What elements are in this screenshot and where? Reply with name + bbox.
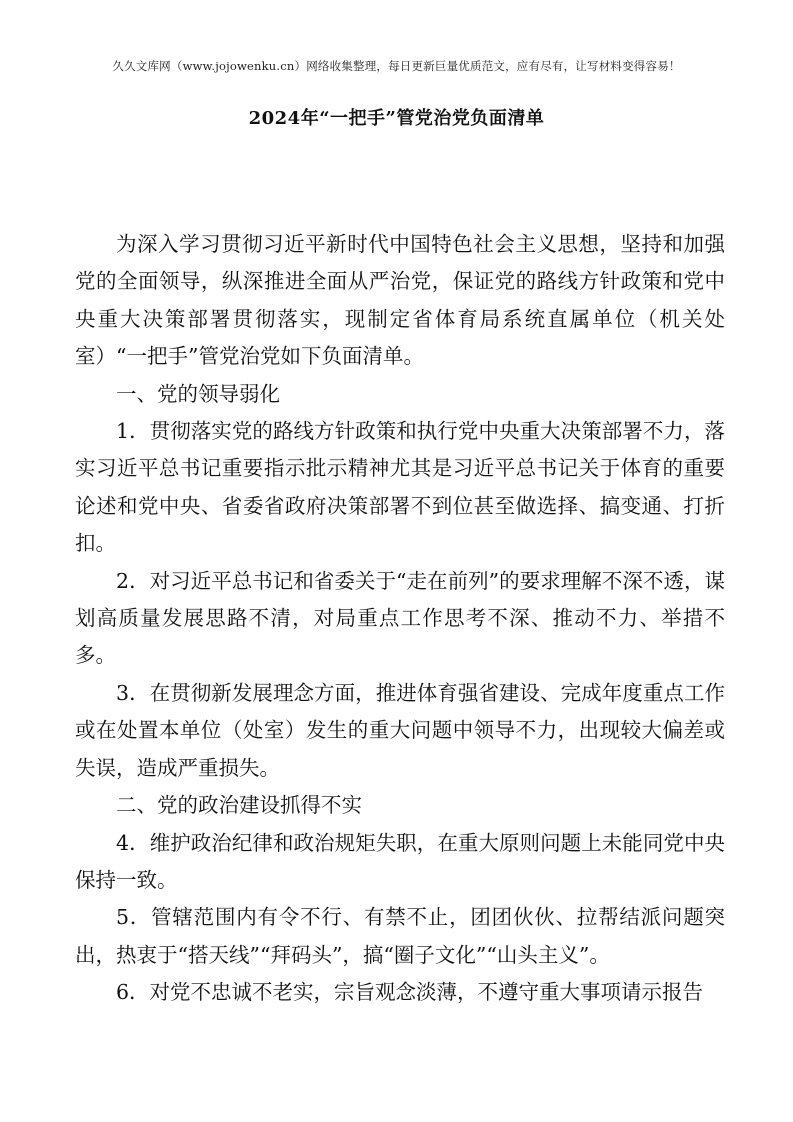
list-item: 4．维护政治纪律和政治规矩失职，在重大原则问题上未能同党中央保持一致。 — [75, 830, 725, 892]
list-item: 1．贯彻落实党的路线方针政策和执行党中央重大决策部署不力，落实习近平总书记重要指示批示精神尤其是习近平总书记关于体育的重要论述和党中央、省委省政府决策部署不到位甚至做选择、搞变通、打折扣。 — [75, 419, 725, 556]
section-heading: 一、党的领导弱化 — [116, 381, 280, 406]
intro-paragraph: 为深入学习贯彻习近平新时代中国特色社会主义思想，坚持和加强党的全面领导，纵深推进全面从严治党，保证党的路线方针政策和党中央重大决策部署贯彻落实，现制定省体育局系统直属单位（机关处室）“一把手”管党治党如下负面清单。 — [75, 232, 725, 369]
list-item: 2．对习近平总书记和省委关于“走在前列”的要求理解不深不透，谋划高质量发展思路不清，对局重点工作思考不深、推动不力、举措不多。 — [75, 568, 725, 668]
section-heading: 二、党的政治建设抓得不实 — [116, 793, 362, 818]
document-body — [75, 226, 725, 1012]
list-item: 3．在贯彻新发展理念方面，推进体育强省建设、完成年度重点工作或在处置本单位（处室）发生的重大问题中领导不力，出现较大偏差或失误，造成严重损失。 — [75, 680, 725, 780]
document-title: 2024年“一把手”管党治党负面清单 — [248, 108, 545, 129]
list-item: 5．管辖范围内有令不行、有禁不止，团团伙伙、拉帮结派问题突出，热衷于“搭天线”“拜码头”，搞“圈子文化”“山头主义”。 — [75, 905, 725, 967]
header-note: 久久文库网（www.jojowenku.cn）网络收集整理，每日更新巨量优质范文，应有尽有，让写材料变得容易！ — [112, 59, 681, 73]
list-item: 6．对党不忠诚不老实，宗旨观念淡薄，不遵守重大事项请示报告 — [116, 980, 704, 1005]
